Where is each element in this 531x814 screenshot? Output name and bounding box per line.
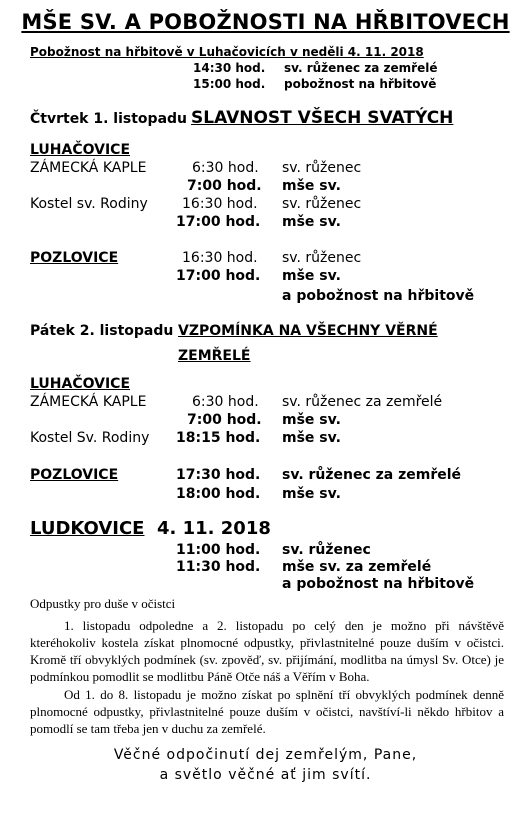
thursday-pozlovice-event-2: mše sv. [282, 268, 341, 284]
thursday-church: Kostel sv. Rodiny [30, 196, 148, 212]
page-title: MŠE SV. A POBOŽNOSTI NA HŘBITOVECH [21, 10, 510, 34]
friday-chapel-event-1: sv. růženec za zemřelé [282, 394, 443, 410]
thursday-church-time-2: 17:00 hod. [176, 214, 261, 230]
friday-pozlovice-event-1: sv. růženec za zemřelé [282, 467, 462, 483]
cemetery-heading: Pobožnost na hřbitově v Luhačovicích v neděli 4. 11. 2018 [30, 45, 424, 59]
friday-chapel-time-1: 6:30 hod. [192, 394, 259, 410]
cemetery-event-1: sv. růženec za zemřelé [284, 61, 438, 75]
ludkovice-date: 4. 11. 2018 [157, 518, 271, 539]
closing-prayer-line-2: a světlo věčné ať jim svítí. [159, 767, 372, 783]
indulgence-heading: Odpustky pro duše v očistci [30, 596, 176, 611]
thursday-pozlovice-time-1: 16:30 hod. [182, 250, 258, 266]
ludkovice-event-2: mše sv. za zemřelé [282, 559, 432, 575]
friday-feast-line-2: ZEMŘELÉ [178, 348, 251, 364]
indulgence-paragraph-1: 1. listopadu odpoledne a 2. listopadu po celý den je možno při návštěvě kteréhokoliv kostela získat plnomocné odpustky, přivlastnitelné pouze duším v očistci. Kromě tří obvyklých podmínek (sv. zpověď, sv. přijímání, modlitba na úmysl Sv. Otce) je podmínkou pomodlit se modlitbu Páně Otče náš a Věřím v Boha. [30, 618, 504, 684]
cemetery-time-1: 14:30 hod. [193, 61, 266, 75]
friday-pozlovice-time-2: 18:00 hod. [176, 486, 261, 502]
thursday-chapel: ZÁMECKÁ KAPLE [30, 160, 147, 176]
thursday-pozlovice-time-2: 17:00 hod. [176, 268, 261, 284]
thursday-pozlovice-place: POZLOVICE [30, 250, 119, 266]
friday-luhacovice-place: LUHAČOVICE [30, 376, 131, 392]
friday-church: Kostel Sv. Rodiny [30, 430, 150, 446]
ludkovice-event-3: a pobožnost na hřbitově [282, 576, 475, 592]
thursday-luhacovice-place: LUHAČOVICE [30, 142, 131, 158]
cemetery-time-2: 15:00 hod. [193, 77, 266, 91]
thursday-pozlovice-event-1: sv. růženec [282, 250, 362, 266]
ludkovice-event-1: sv. růženec [282, 542, 371, 558]
thursday-church-time-1: 16:30 hod. [182, 196, 258, 212]
friday-feast-line-1: VZPOMÍNKA NA VŠECHNY VĚRNÉ [178, 323, 438, 339]
thursday-chapel-time-2: 7:00 hod. [187, 178, 262, 194]
friday-pozlovice-event-2: mše sv. [282, 486, 341, 502]
friday-pozlovice-time-1: 17:30 hod. [176, 467, 261, 483]
friday-chapel-event-2: mše sv. [282, 412, 341, 428]
friday-chapel-time-2: 7:00 hod. [187, 412, 262, 428]
indulgence-paragraph-2: Od 1. do 8. listopadu je možno získat po splnění tří obvyklých podmínek denně plnomocné odpustky, přivlastnitelné pouze duším v očistci, navštíví-li někdo hřbitov a pomodlí se tam třeba jen v duchu za zemřelé. [30, 687, 504, 736]
ludkovice-place: LUDKOVICE [30, 518, 145, 539]
thursday-chapel-time-1: 6:30 hod. [192, 160, 259, 176]
cemetery-event-2: pobožnost na hřbitově [284, 77, 437, 91]
ludkovice-time-2: 11:30 hod. [176, 559, 261, 575]
friday-chapel: ZÁMECKÁ KAPLE [30, 394, 147, 410]
thursday-chapel-event-1: sv. růženec [282, 160, 362, 176]
friday-pozlovice-place: POZLOVICE [30, 467, 119, 483]
thursday-church-event-1: sv. růženec [282, 196, 362, 212]
thursday-feast: SLAVNOST VŠECH SVATÝCH [191, 108, 454, 128]
closing-prayer-line-1: Věčné odpočinutí dej zemřelým, Pane, [113, 747, 418, 763]
friday-church-time-1: 18:15 hod. [176, 430, 261, 446]
ludkovice-time-1: 11:00 hod. [176, 542, 261, 558]
friday-church-event-1: mše sv. [282, 430, 341, 446]
thursday-day: Čtvrtek 1. listopadu [30, 111, 188, 127]
thursday-pozlovice-event-3: a pobožnost na hřbitově [282, 288, 475, 304]
thursday-chapel-event-2: mše sv. [282, 178, 341, 194]
thursday-church-event-2: mše sv. [282, 214, 341, 230]
friday-day: Pátek 2. listopadu [30, 323, 174, 339]
